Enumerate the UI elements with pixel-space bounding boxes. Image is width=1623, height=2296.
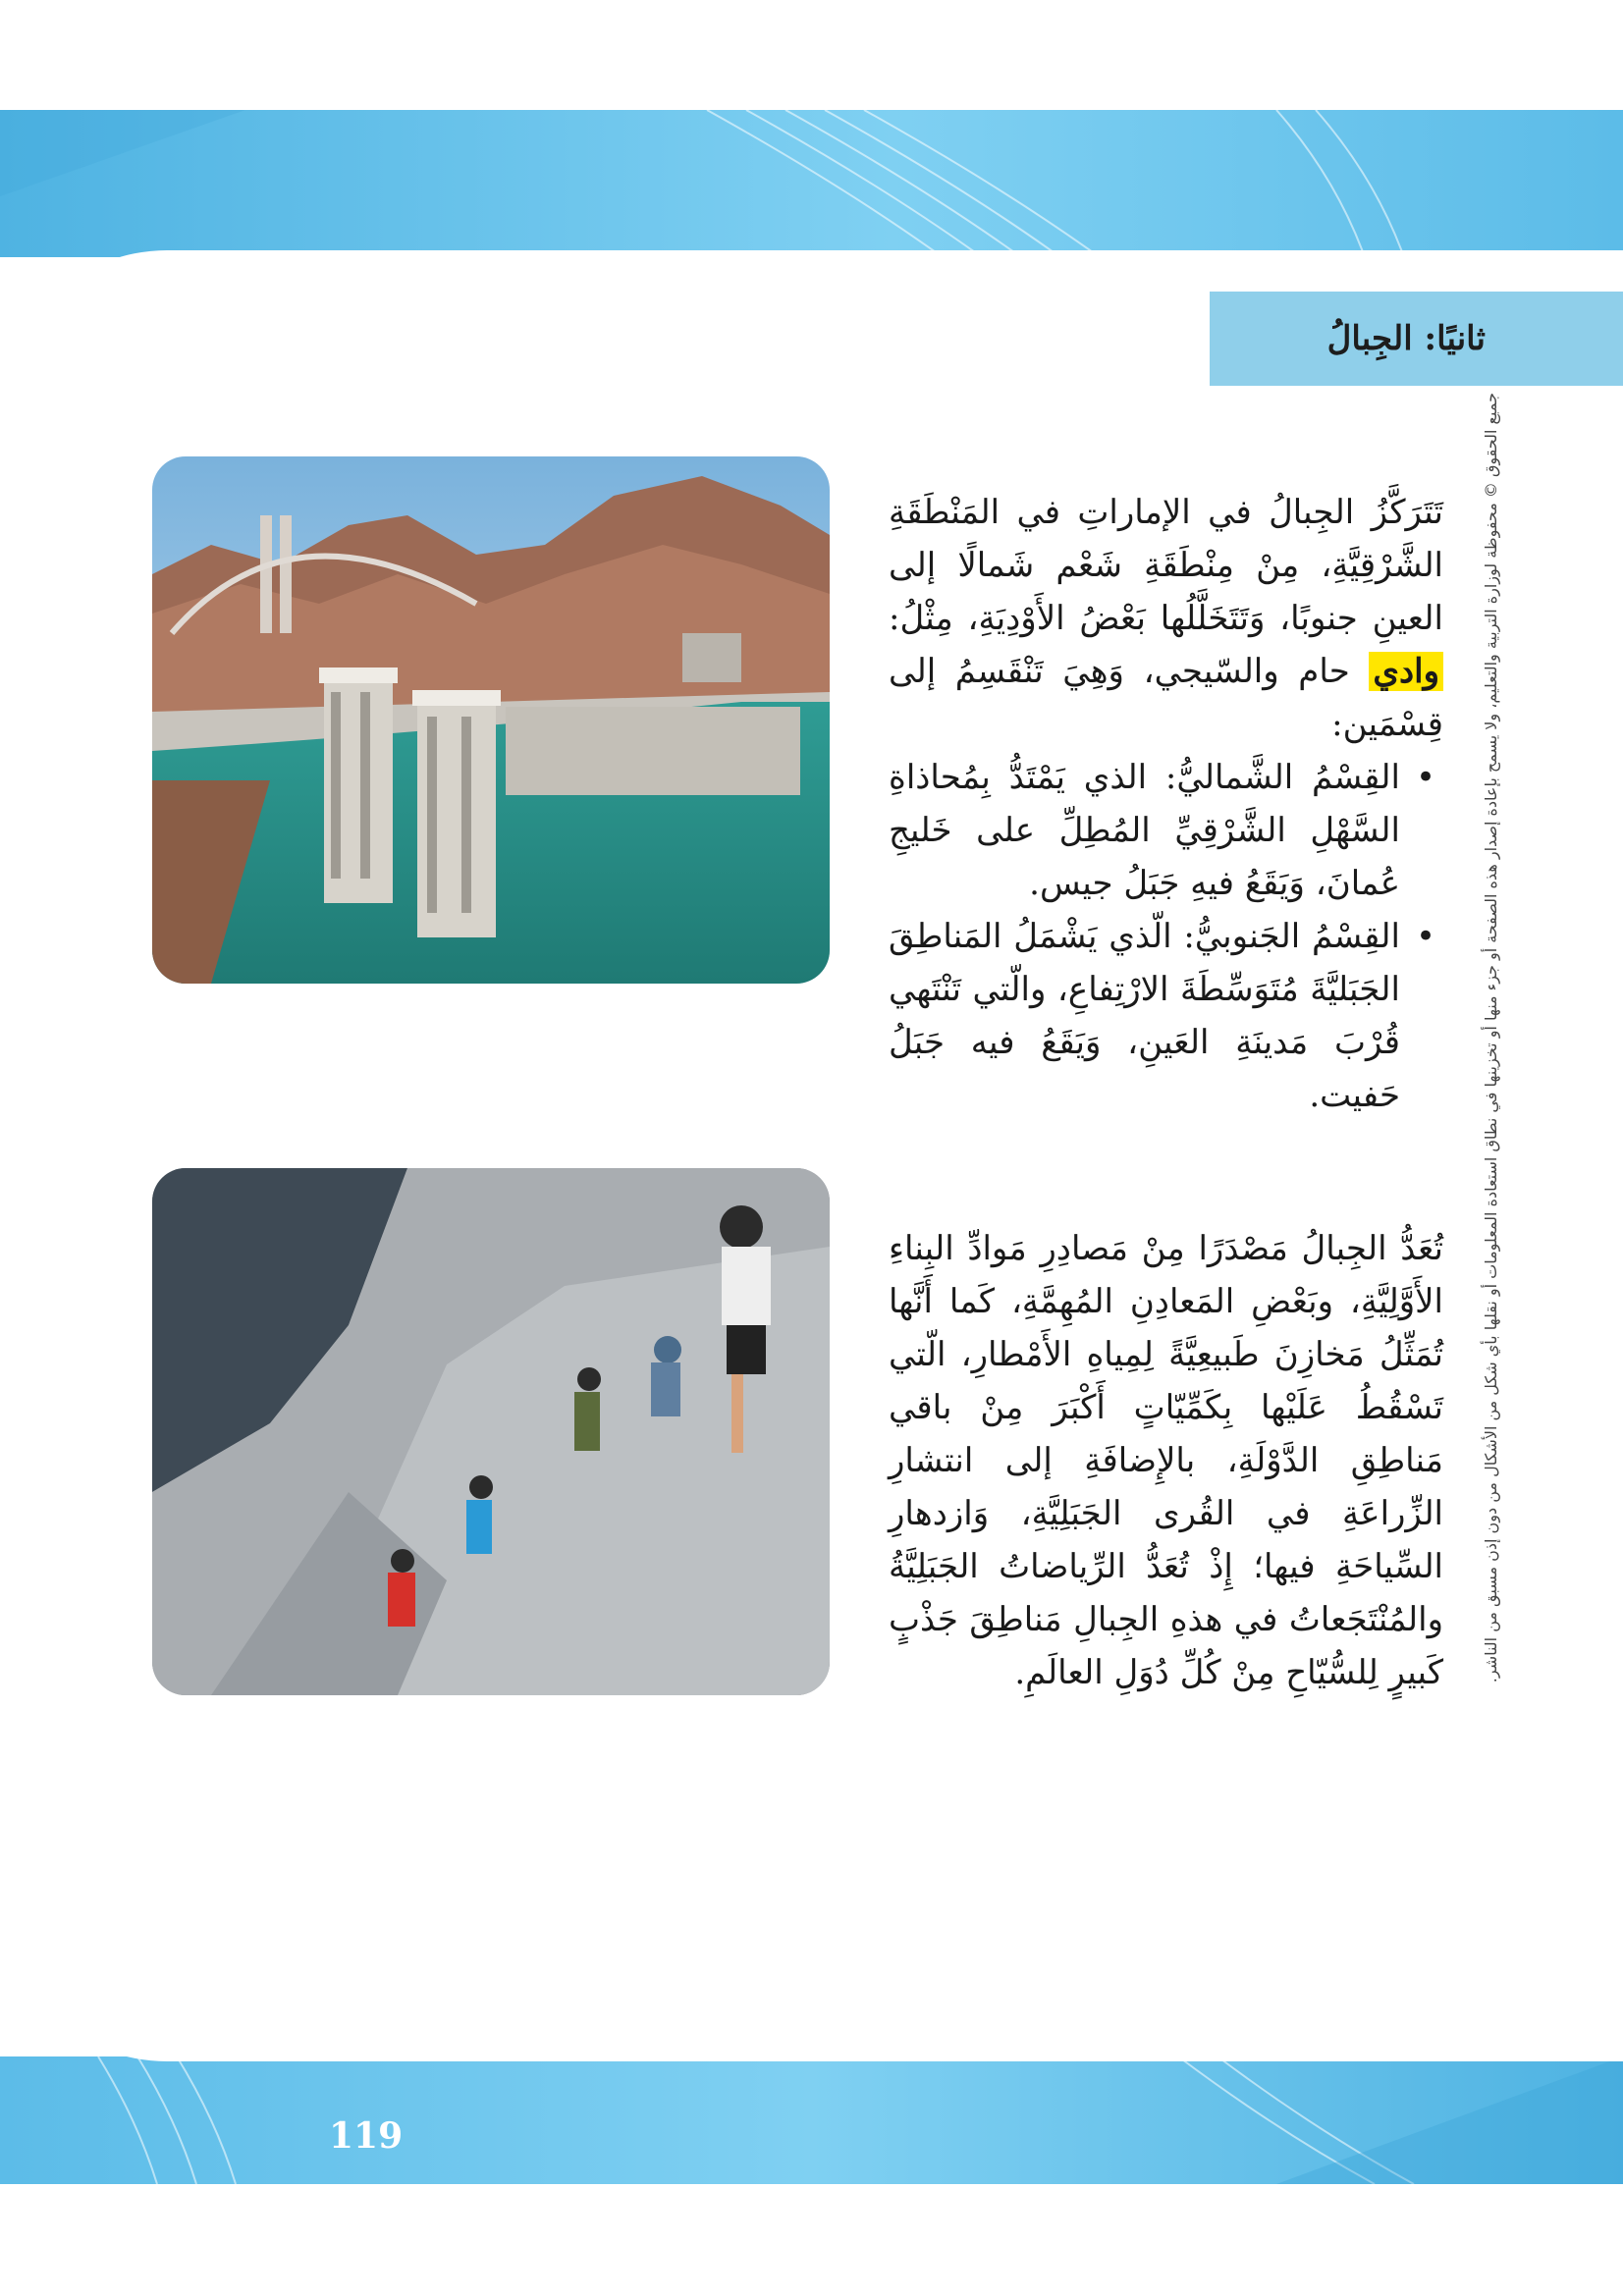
paragraph-importance-text: تُعَدُّ الجِبالُ مَصْدَرًا مِنْ مَصادِرِ مَوادِّ البِناءِ الأَوَّلِيَّةِ، وبَعْضِ المَعادِنِ المُهِمَّةِ، كَما أَنَّها تُمَثِّلُ مَخازِنَ طَبيعِيَّةً لِمِياهِ الأَمْطارِ، الّتي تَسْقُطُ عَلَيْها بِكَمِّيّاتٍ أَكْبَرَ مِنْ باقي مَناطِقِ الدَّوْلَةِ، بالإِضافَةِ إلى انتشارِ الزِّراعَةِ في القُرى الجَبَلِيَّةِ، وَازدهارِ السِّياحَةِ فيها؛ إِذْ تُعَدُّ الرِّياضاتُ الجَبَلِيَّةُ والمُنْتَجَعاتُ في هذهِ الجِبالِ مَناطِقَ جَذْبٍ كَبيرٍ لِلسُّيّاحِ مِنْ كُلِّ دُوَلِ العالَمِ. (889, 1229, 1443, 1692)
highlighted-term: وادي (1369, 652, 1443, 691)
section-heading-tag (1210, 292, 1623, 386)
paragraph-mountains-distribution (889, 486, 1443, 1122)
section-title: ثانيًا: الجِبالُ (1326, 319, 1486, 358)
copyright-side-note: جميع الحقوق © محفوظة لوزارة التربية والتعليم، ولا يسمح بإعادة إصدار هذه الصفحة أو جزء منها أو تخزينها في نطاق استعادة المعلومات أو نقلها بأي شكل من الأشكال من دون إذن مسبق من الناشر. (1482, 393, 1500, 1683)
division-list (889, 751, 1443, 1122)
intro-text-before: تَتَرَكَّزُ الجِبالُ في الإماراتِ في المَنْطَقَةِ الشَّرْقِيَّةِ، مِنْ مِنْطَقَةِ شَعْم شَمالًا إلى العينِ جنوبًا، وَتَتَخَلَّلُها بَعْضُ الأَوْدِيَةِ، مِثْلُ: (889, 493, 1443, 638)
list-item-southern: • القِسْمُ الجَنوبيُّ: الّذي يَشْمَلُ المَناطِقَ الجَبَليَّةَ مُتَوَسِّطَةَ الارْتِفاعِ، والّتي تَنْتَهي قُرْبَ مَدينَةِ العَينِ، وَيَقَعُ فيه جَبَلُ حَفيت. (889, 910, 1443, 1122)
list-item-northern: • القِسْمُ الشَّماليُّ: الذي يَمْتَدُّ بِمُحاذاةِ السَّهْلِ الشَّرْقِيِّ المُطِلِّ على خَليجِ عُمانَ، وَيَقَعُ فيهِ جَبَلُ جيس. (889, 751, 1443, 910)
paragraph-intro (889, 486, 1443, 751)
page-number: 119 (329, 2115, 404, 2157)
dam-photo (152, 456, 830, 984)
climbers-photo (152, 1168, 830, 1695)
paragraph-mountains-importance (889, 1222, 1443, 1699)
intro-text-after: حام والسّيجي، وَهِيَ تَنْقَسِمُ إلى قِسْمَين: (889, 652, 1443, 744)
